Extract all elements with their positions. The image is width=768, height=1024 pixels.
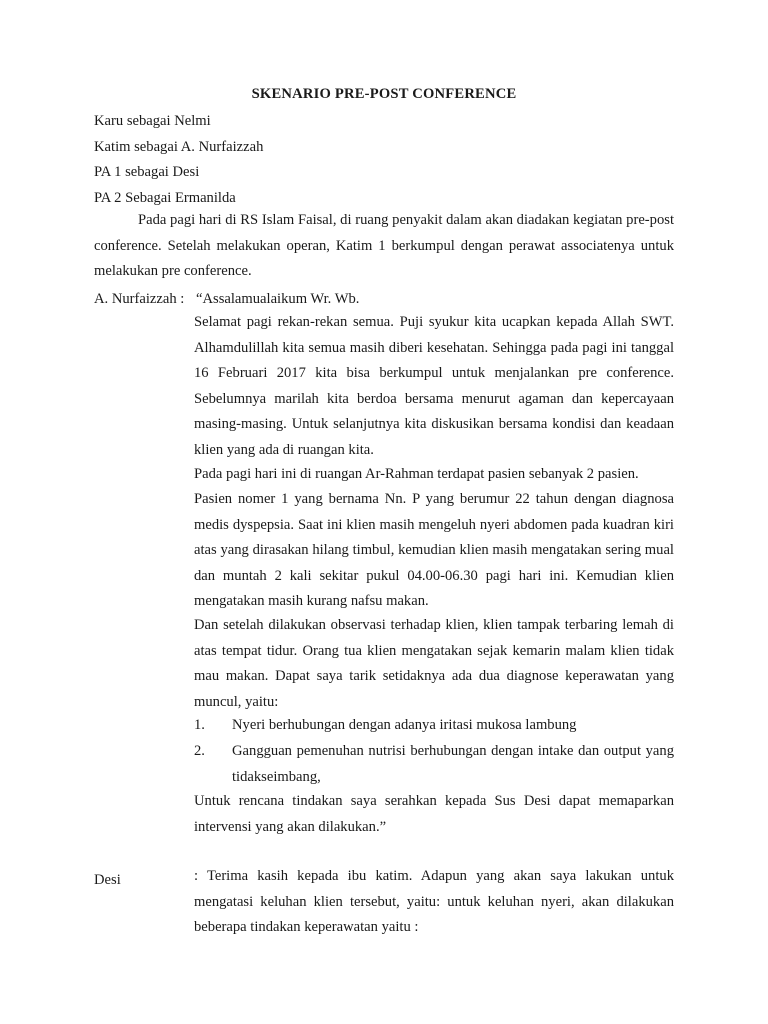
desi-paragraph: : Terima kasih kepada ibu katim. Adapun yang akan saya lakukan untuk mengatasi keluhan klien tersebut, yaitu: untuk keluhan nyeri, akan dilakukan beberapa tindakan keperawatan yaitu : <box>194 868 674 936</box>
speech-paragraph-1: Selamat pagi rekan-rekan semua. Puji syukur kita ucapkan kepada Allah SWT. Alhamdulillah kita semua masih diberi kesehatan. Sehingga pada pagi ini tanggal 16 Februari 2017 kita bisa berkumpul untuk menjalankan pre conference. Sebelumnya marilah kita berdoa bersama menurut agaman dan kepercayaan masing-masing. Untuk selanjutnya kita diskusikan bersama kondisi dan keadaan klien yang ada di ruangan kita. <box>194 314 674 458</box>
document-title: SKENARIO PRE-POST CONFERENCE <box>251 86 517 102</box>
diagnosis-list-item <box>194 713 674 739</box>
role-katim: Katim sebagai A. Nurfaizzah <box>94 139 264 155</box>
speaker-desi: Desi <box>94 872 121 888</box>
speech-paragraph-2: Pada pagi hari ini di ruangan Ar-Rahman terdapat pasien sebanyak 2 pasien. <box>194 466 639 482</box>
greeting-line: “Assalamualaikum Wr. Wb. <box>196 291 360 307</box>
list-text: Nyeri berhubungan dengan adanya iritasi mukosa lambung <box>232 717 577 733</box>
diagnosis-list-item <box>194 739 674 790</box>
list-number: 2. <box>194 743 205 759</box>
list-text: Gangguan pemenuhan nutrisi berhubungan dengan intake dan output yang tidakseimbang, <box>232 743 674 785</box>
role-pa2: PA 2 Sebagai Ermanilda <box>94 190 236 206</box>
role-karu: Karu sebagai Nelmi <box>94 113 211 129</box>
list-number: 1. <box>194 717 205 733</box>
speech-closing: Untuk rencana tindakan saya serahkan kepada Sus Desi dapat memaparkan intervensi yang akan dilakukan.” <box>194 793 674 835</box>
speech-paragraph-4: Dan setelah dilakukan observasi terhadap klien, klien tampak terbaring lemah di atas tempat tidur. Orang tua klien mengatakan sejak kemarin malam klien tidak mau makan. Dapat saya tarik setidaknya ada dua diagnose keperawatan yang muncul, yaitu: <box>194 617 674 710</box>
intro-paragraph: Pada pagi hari di RS Islam Faisal, di ruang penyakit dalam akan diadakan kegiatan pre-post conference. Setelah melakukan operan, Katim 1 berkumpul dengan perawat associatenya untuk melakukan pre conference. <box>94 212 674 280</box>
role-pa1: PA 1 sebagai Desi <box>94 164 200 180</box>
speech-paragraph-3: Pasien nomer 1 yang bernama Nn. P yang berumur 22 tahun dengan diagnosa medis dyspepsia. Saat ini klien masih mengeluh nyeri abdomen pada kuadran kiri atas yang dirasakan hilang timbul, kemudian klien masih mengatakan sering mual dan muntah 2 kali sekitar pukul 04.00-06.30 pagi hari ini. Kemudian klien mengatakan masih kurang nafsu makan. <box>194 491 674 610</box>
speaker-nurfaizzah: A. Nurfaizzah : <box>94 291 185 307</box>
